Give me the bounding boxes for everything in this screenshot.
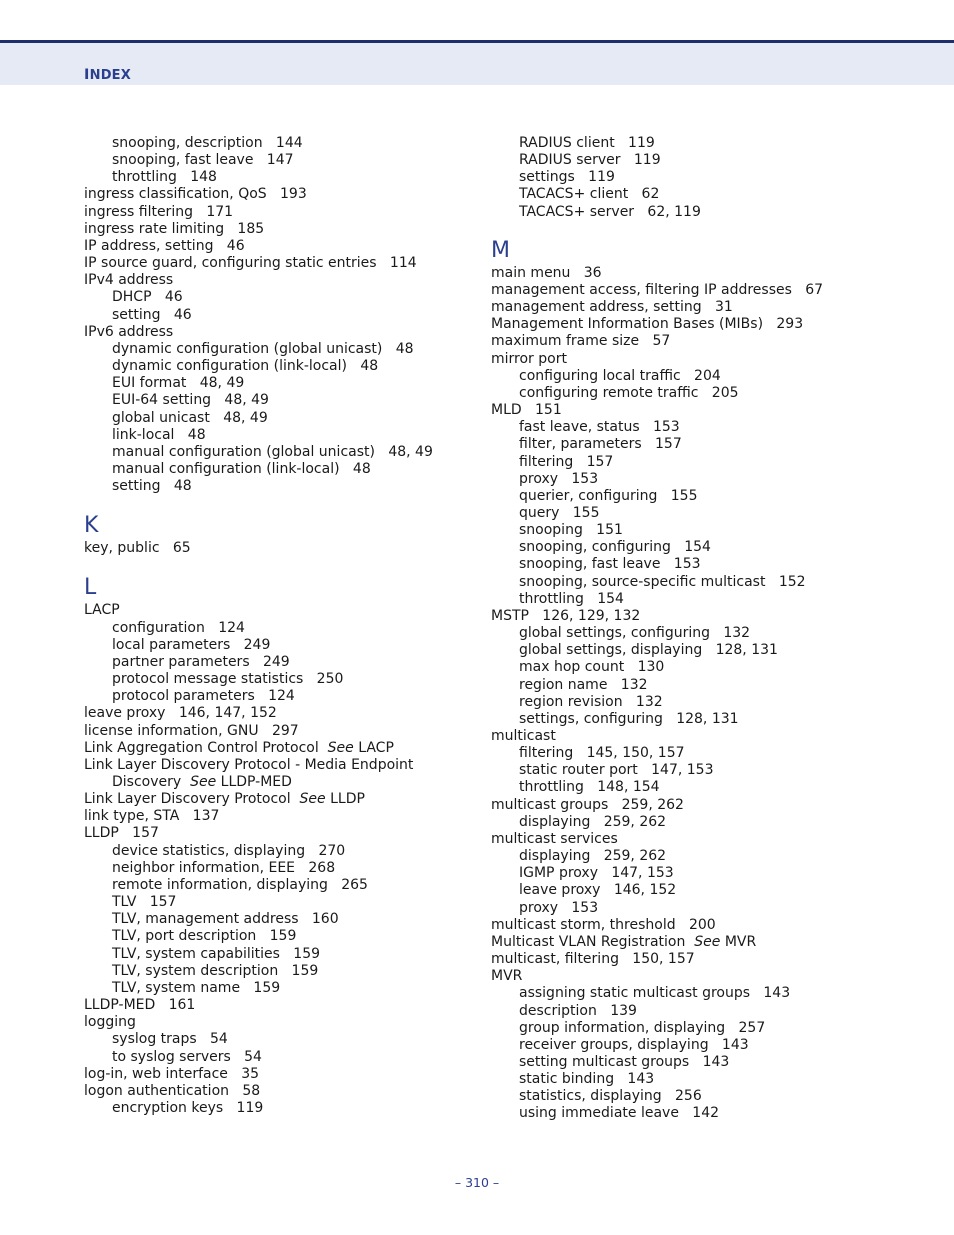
- index-entry-text: multicast services: [491, 830, 618, 847]
- index-entry-text: configuration 124: [112, 619, 245, 636]
- index-entry-text: MSTP 126, 129, 132: [491, 607, 641, 624]
- index-subentry: [491, 135, 931, 152]
- index-entry-text: snooping, configuring 154: [519, 539, 711, 556]
- index-entry-text: link-local 48: [112, 426, 206, 443]
- index-subentry: [491, 1088, 931, 1105]
- index-entry: [491, 333, 931, 350]
- see-target: LACP: [353, 739, 394, 756]
- index-entry-text: snooping, fast leave 147: [112, 152, 294, 169]
- index-entry-text: setting multicast groups 143: [519, 1053, 730, 1070]
- index-entry-text: remote information, displaying 265: [112, 876, 368, 893]
- index-subentry: [491, 169, 931, 186]
- index-entry: [84, 540, 464, 557]
- index-entry: [491, 265, 931, 282]
- index-entry: [84, 723, 464, 740]
- index-subentry: [84, 774, 464, 791]
- index-entry: [84, 757, 464, 774]
- index-entry-text: proxy 153: [519, 899, 599, 916]
- index-entry: [84, 808, 464, 825]
- index-entry-text: setting 48: [112, 478, 192, 495]
- index-entry: [491, 608, 931, 625]
- index-entry-text: Discovery: [112, 774, 191, 790]
- index-entry-text: throttling 154: [519, 590, 624, 607]
- index-entry-text: TLV, management address 160: [112, 911, 339, 928]
- index-entry-text: throttling 148: [112, 169, 217, 186]
- index-entry: [491, 797, 931, 814]
- index-subentry: [84, 688, 464, 705]
- index-subentry: [84, 152, 464, 169]
- index-section-letter: M: [491, 237, 510, 263]
- index-entry-text: Multicast VLAN Registration: [491, 933, 695, 950]
- index-entry: [84, 204, 464, 221]
- index-entry-text: LLDP 157: [84, 825, 159, 842]
- index-entry-text: snooping 151: [519, 522, 623, 539]
- index-subentry: [491, 522, 931, 539]
- index-entry: [84, 791, 464, 808]
- index-entry: [491, 316, 931, 333]
- index-entry-text: dynamic configuration (link-local) 48: [112, 358, 379, 375]
- index-entry-text: snooping, fast leave 153: [519, 556, 701, 573]
- index-entry-text: management address, setting 31: [491, 299, 733, 316]
- index-entry-text: configuring remote traffic 205: [519, 384, 739, 401]
- index-subentry: [491, 436, 931, 453]
- index-entry-text: using immediate leave 142: [519, 1105, 720, 1122]
- index-entry-text: link type, STA 137: [84, 808, 220, 825]
- index-entry-text: filter, parameters 157: [519, 436, 682, 453]
- index-subentry: [491, 1054, 931, 1071]
- index-subentry: [491, 488, 931, 505]
- index-entry-text: syslog traps 54: [112, 1031, 228, 1048]
- index-subentry: [491, 152, 931, 169]
- index-entry-text: EUI-64 setting 48, 49: [112, 392, 269, 409]
- index-entry-text: region revision 132: [519, 693, 663, 710]
- index-subentry: [491, 865, 931, 882]
- index-entry: [491, 402, 931, 419]
- index-subentry: [84, 478, 464, 495]
- index-subentry: [491, 539, 931, 556]
- index-subentry: [491, 677, 931, 694]
- index-entry-text: TLV, system capabilities 159: [112, 945, 321, 962]
- index-subentry: [491, 591, 931, 608]
- index-subentry: [491, 454, 931, 471]
- index-subentry: [84, 392, 464, 409]
- index-entry: [84, 705, 464, 722]
- index-entry-text: multicast, filtering 150, 157: [491, 951, 695, 968]
- index-subentry: [84, 289, 464, 306]
- index-subentry: [84, 980, 464, 997]
- running-header-title: [84, 67, 131, 83]
- index-entry-text: IPv4 address: [84, 272, 174, 289]
- index-subentry: [84, 843, 464, 860]
- index-entry-text: multicast groups 259, 262: [491, 796, 684, 813]
- index-entry-text: IP address, setting 46: [84, 237, 245, 254]
- index-entry-text: group information, displaying 257: [519, 1019, 766, 1036]
- index-subentry: [491, 762, 931, 779]
- index-entry: [84, 997, 464, 1014]
- index-subentry: [84, 375, 464, 392]
- index-subentry: [491, 900, 931, 917]
- index-entry-text: displaying 259, 262: [519, 848, 667, 865]
- index-subentry: [491, 694, 931, 711]
- index-subentry: [491, 471, 931, 488]
- index-entry-text: IP source guard, configuring static entries 114: [84, 255, 417, 272]
- header-title-initial: I: [84, 67, 90, 83]
- index-entry-text: filtering 145, 150, 157: [519, 745, 685, 762]
- index-subentry: [491, 1071, 931, 1088]
- index-subentry: [491, 711, 931, 728]
- index-subentry: [84, 341, 464, 358]
- index-entry-text: partner parameters 249: [112, 653, 290, 670]
- index-entry-text: displaying 259, 262: [519, 813, 667, 830]
- index-subentry: [491, 1037, 931, 1054]
- index-entry: [84, 1066, 464, 1083]
- index-entry-text: neighbor information, EEE 268: [112, 859, 336, 876]
- index-entry-text: Link Layer Discovery Protocol: [84, 791, 300, 808]
- index-entry-text: manual configuration (global unicast) 48, 49: [112, 443, 433, 460]
- index-subentry: [84, 860, 464, 877]
- index-entry-text: ingress classification, QoS 193: [84, 186, 307, 203]
- page-header: [0, 43, 954, 85]
- index-entry-text: filtering 157: [519, 453, 614, 470]
- index-entry-text: snooping, description 144: [112, 135, 303, 151]
- index-entry: [491, 934, 931, 951]
- page-number: – 310 –: [454, 1175, 500, 1190]
- index-entry: [491, 951, 931, 968]
- index-subentry: [84, 671, 464, 688]
- index-entry-text: MLD 151: [491, 402, 562, 419]
- index-entry: [491, 728, 931, 745]
- index-subentry: [491, 505, 931, 522]
- header-title-rest: NDEX: [89, 68, 131, 83]
- index-entry-text: to syslog servers 54: [112, 1048, 262, 1065]
- index-section-letter: K: [84, 513, 99, 539]
- index-entry: [491, 299, 931, 316]
- index-entry-text: encryption keys 119: [112, 1099, 264, 1116]
- index-entry-text: Link Layer Discovery Protocol - Media Endpoint: [84, 756, 414, 773]
- index-section-letter: L: [84, 575, 97, 601]
- index-entry-text: description 139: [519, 1002, 637, 1019]
- index-entry-text: log-in, web interface 35: [84, 1065, 260, 1082]
- index-entry-text: device statistics, displaying 270: [112, 842, 346, 859]
- index-entry-text: LLDP-MED 161: [84, 997, 196, 1014]
- index-subentry: [491, 779, 931, 796]
- index-subentry: [84, 410, 464, 427]
- index-subentry: [491, 368, 931, 385]
- index-entry-text: RADIUS client 119: [519, 135, 655, 151]
- index-entry-text: multicast storm, threshold 200: [491, 916, 716, 933]
- index-subentry: [84, 135, 464, 152]
- index-entry-text: fast leave, status 153: [519, 419, 680, 436]
- index-entry: [491, 351, 931, 368]
- see-reference: See: [190, 774, 217, 790]
- index-column-right: [491, 135, 931, 1123]
- index-entry: [491, 831, 931, 848]
- index-entry: [84, 1083, 464, 1100]
- index-subentry: [491, 848, 931, 865]
- index-entry: [491, 968, 931, 985]
- index-entry-text: TLV 157: [112, 894, 177, 911]
- index-entry-text: querier, configuring 155: [519, 487, 698, 504]
- index-subentry: [491, 556, 931, 573]
- index-entry-text: IGMP proxy 147, 153: [519, 865, 674, 882]
- see-target: LLDP: [325, 791, 365, 808]
- index-subentry: [84, 444, 464, 461]
- index-subentry: [84, 461, 464, 478]
- index-entry-text: static binding 143: [519, 1071, 655, 1088]
- index-subentry: [84, 963, 464, 980]
- index-entry-text: settings, configuring 128, 131: [519, 710, 739, 727]
- index-entry-text: ingress rate limiting 185: [84, 220, 265, 237]
- index-entry-text: mirror port: [491, 350, 567, 367]
- index-entry: [84, 602, 464, 619]
- index-entry-text: ingress filtering 171: [84, 203, 234, 220]
- index-entry-text: region name 132: [519, 676, 648, 693]
- index-entry-text: multicast: [491, 728, 556, 744]
- index-subentry: [84, 946, 464, 963]
- index-entry-text: LACP: [84, 602, 120, 619]
- index-entry-text: configuring local traffic 204: [519, 367, 721, 384]
- index-entry-text: setting 46: [112, 306, 192, 323]
- index-entry-text: TLV, system name 159: [112, 979, 281, 996]
- index-subentry: [491, 574, 931, 591]
- index-subentry: [491, 985, 931, 1002]
- index-entry-text: MVR: [491, 968, 523, 985]
- index-entry-text: proxy 153: [519, 470, 599, 487]
- index-entry-text: global unicast 48, 49: [112, 409, 268, 426]
- index-subentry: [84, 928, 464, 945]
- index-entry-text: DHCP 46: [112, 289, 183, 306]
- index-entry: [84, 825, 464, 842]
- index-subentry: [84, 911, 464, 928]
- see-reference: See: [299, 791, 326, 808]
- index-entry-text: leave proxy 146, 147, 152: [84, 705, 277, 722]
- see-target: LLDP-MED: [216, 774, 292, 790]
- index-entry-text: query 155: [519, 504, 600, 521]
- index-entry-text: max hop count 130: [519, 659, 665, 676]
- index-entry: [84, 221, 464, 238]
- index-entry-text: maximum frame size 57: [491, 333, 671, 350]
- index-entry-text: static router port 147, 153: [519, 762, 714, 779]
- index-entry-text: assigning static multicast groups 143: [519, 985, 791, 1002]
- index-entry-text: receiver groups, displaying 143: [519, 1036, 749, 1053]
- index-subentry: [84, 620, 464, 637]
- index-subentry: [84, 654, 464, 671]
- index-entry-text: logon authentication 58: [84, 1082, 261, 1099]
- index-subentry: [491, 1003, 931, 1020]
- index-entry: [84, 272, 464, 289]
- index-entry: [84, 186, 464, 203]
- see-target: MVR: [720, 933, 757, 950]
- index-entry-text: protocol message statistics 250: [112, 671, 344, 688]
- index-entry: [84, 324, 464, 341]
- index-entry-text: Management Information Bases (MIBs) 293: [491, 316, 804, 333]
- index-entry-text: settings 119: [519, 169, 615, 186]
- index-entry-text: global settings, displaying 128, 131: [519, 642, 778, 659]
- index-entry: [491, 917, 931, 934]
- index-subentry: [84, 894, 464, 911]
- index-subentry: [491, 642, 931, 659]
- index-subentry: [84, 1031, 464, 1048]
- index-entry-text: Link Aggregation Control Protocol: [84, 739, 328, 756]
- index-subentry: [84, 307, 464, 324]
- index-entry-text: management access, filtering IP addresses 67: [491, 281, 824, 298]
- index-entry-text: global settings, configuring 132: [519, 625, 751, 642]
- index-entry-text: main menu 36: [491, 264, 602, 281]
- index-subentry: [491, 625, 931, 642]
- index-subentry: [491, 882, 931, 899]
- index-entry: [84, 255, 464, 272]
- index-subentry: [84, 877, 464, 894]
- index-subentry: [84, 1100, 464, 1117]
- index-entry-text: leave proxy 146, 152: [519, 882, 677, 899]
- index-entry: [491, 282, 931, 299]
- index-entry-text: snooping, source-specific multicast 152: [519, 573, 806, 590]
- index-entry: [84, 740, 464, 757]
- index-entry-text: license information, GNU 297: [84, 722, 299, 739]
- index-column-left: [84, 135, 464, 1117]
- index-entry-text: TLV, port description 159: [112, 928, 297, 945]
- index-entry-text: key, public 65: [84, 540, 191, 557]
- index-entry-text: TACACS+ client 62: [519, 186, 660, 203]
- index-entry: [84, 238, 464, 255]
- index-subentry: [491, 1105, 931, 1122]
- index-entry-text: statistics, displaying 256: [519, 1088, 702, 1105]
- index-entry-text: TACACS+ server 62, 119: [519, 203, 701, 220]
- index-subentry: [491, 659, 931, 676]
- index-subentry: [491, 419, 931, 436]
- index-subentry: [84, 169, 464, 186]
- see-reference: See: [327, 739, 354, 756]
- index-subentry: [84, 1049, 464, 1066]
- index-subentry: [491, 745, 931, 762]
- index-entry-text: dynamic configuration (global unicast) 48: [112, 340, 414, 357]
- index-subentry: [491, 385, 931, 402]
- index-entry-text: local parameters 249: [112, 636, 271, 653]
- index-entry-text: throttling 148, 154: [519, 779, 660, 796]
- index-subentry: [84, 427, 464, 444]
- index-entry-text: IPv6 address: [84, 323, 174, 340]
- index-subentry: [491, 1020, 931, 1037]
- index-subentry: [491, 814, 931, 831]
- index-subentry: [491, 186, 931, 203]
- index-entry-text: protocol parameters 124: [112, 688, 295, 705]
- index-entry-text: EUI format 48, 49: [112, 375, 245, 392]
- index-subentry: [491, 204, 931, 221]
- index-entry-text: manual configuration (link-local) 48: [112, 460, 371, 477]
- index-subentry: [84, 637, 464, 654]
- index-entry-text: RADIUS server 119: [519, 152, 661, 169]
- index-subentry: [84, 358, 464, 375]
- index-entry-text: TLV, system description 159: [112, 962, 319, 979]
- see-reference: See: [694, 933, 721, 950]
- index-entry-text: logging: [84, 1014, 136, 1031]
- index-entry: [84, 1014, 464, 1031]
